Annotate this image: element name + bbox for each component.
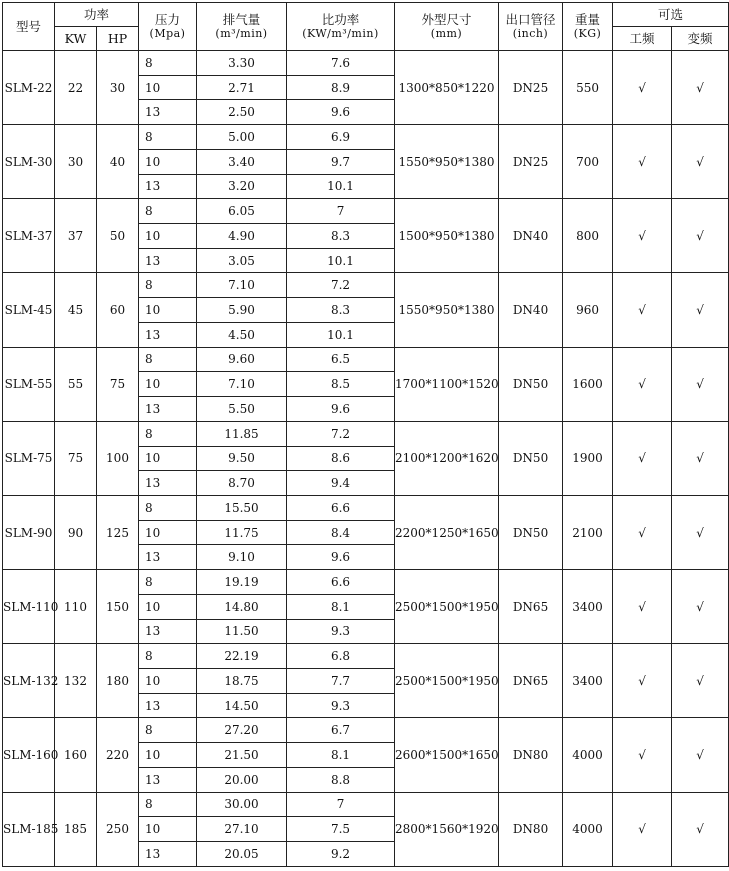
pressure-cell: 13 [139,471,197,496]
power-hp-cell: 125 [97,495,139,569]
specific-power-cell: 10.1 [287,174,395,199]
pressure-cell: 10 [139,372,197,397]
outlet-cell: DN40 [499,199,563,273]
power-kw-cell: 22 [55,51,97,125]
model-cell: SLM-90 [3,495,55,569]
power-hp-cell: 180 [97,644,139,718]
table-row [3,644,729,669]
specific-power-cell: 7.2 [287,421,395,446]
specific-power-cell: 8.1 [287,743,395,768]
displacement-cell: 11.75 [197,520,287,545]
dimensions-cell: 2500*1500*1950 [395,570,499,644]
power-hp-cell: 50 [97,199,139,273]
pressure-cell: 10 [139,520,197,545]
header-power: 功率 [55,3,139,27]
pressure-cell: 10 [139,149,197,174]
power-hp-cell: 250 [97,792,139,866]
displacement-cell: 6.05 [197,199,287,224]
fixed-frequency-check-icon: √ [613,495,672,569]
header-outlet [499,3,563,51]
specific-power-cell: 9.6 [287,545,395,570]
variable-frequency-check-icon: √ [672,125,729,199]
pressure-cell: 10 [139,224,197,249]
weight-cell: 2100 [563,495,613,569]
variable-frequency-check-icon: √ [672,792,729,866]
displacement-cell: 5.50 [197,397,287,422]
header-outlet-label: 出口管径 [505,11,556,27]
dimensions-cell: 2100*1200*1620 [395,421,499,495]
fixed-frequency-check-icon: √ [613,51,672,125]
displacement-cell: 2.50 [197,100,287,125]
dimensions-cell: 2800*1560*1920 [395,792,499,866]
model-cell: SLM-132 [3,644,55,718]
displacement-cell: 3.30 [197,51,287,76]
specific-power-cell: 9.6 [287,397,395,422]
fixed-frequency-check-icon: √ [613,199,672,273]
pressure-cell: 8 [139,421,197,446]
table-row [3,495,729,520]
fixed-frequency-check-icon: √ [613,421,672,495]
displacement-cell: 22.19 [197,644,287,669]
model-cell: SLM-75 [3,421,55,495]
displacement-cell: 20.05 [197,842,287,867]
fixed-frequency-check-icon: √ [613,718,672,792]
pressure-cell: 8 [139,792,197,817]
power-kw-cell: 185 [55,792,97,866]
fixed-frequency-check-icon: √ [613,273,672,347]
header-pressure-label: 压力 [155,11,181,27]
displacement-cell: 14.50 [197,693,287,718]
specific-power-cell: 7.5 [287,817,395,842]
specific-power-cell: 9.3 [287,693,395,718]
model-cell: SLM-185 [3,792,55,866]
displacement-cell: 3.40 [197,149,287,174]
weight-cell: 1600 [563,347,613,421]
pressure-cell: 10 [139,75,197,100]
pressure-cell: 8 [139,495,197,520]
outlet-cell: DN40 [499,273,563,347]
outlet-cell: DN50 [499,347,563,421]
displacement-cell: 14.80 [197,594,287,619]
pressure-cell: 8 [139,644,197,669]
header-power-kw: KW [55,27,97,51]
displacement-cell: 5.90 [197,298,287,323]
specific-power-cell: 9.3 [287,619,395,644]
power-kw-cell: 90 [55,495,97,569]
header-optional: 可选 [613,3,729,27]
header-specific-power-unit: (KW/m³/min) [302,26,379,40]
variable-frequency-check-icon: √ [672,347,729,421]
model-cell: SLM-110 [3,570,55,644]
displacement-cell: 21.50 [197,743,287,768]
pressure-cell: 8 [139,347,197,372]
displacement-cell: 11.50 [197,619,287,644]
outlet-cell: DN50 [499,421,563,495]
pressure-cell: 13 [139,322,197,347]
model-cell: SLM-160 [3,718,55,792]
weight-cell: 4000 [563,792,613,866]
header-pressure-unit: (Mpa) [149,26,186,40]
variable-frequency-check-icon: √ [672,495,729,569]
table-row [3,792,729,817]
specific-power-cell: 8.6 [287,446,395,471]
specific-power-cell: 7 [287,792,395,817]
specific-power-cell: 6.8 [287,644,395,669]
displacement-cell: 4.50 [197,322,287,347]
model-cell: SLM-30 [3,125,55,199]
header-weight [563,3,613,51]
specific-power-cell: 9.2 [287,842,395,867]
outlet-cell: DN50 [499,495,563,569]
pressure-cell: 10 [139,298,197,323]
dimensions-cell: 1550*950*1380 [395,125,499,199]
header-dimensions [395,3,499,51]
pressure-cell: 8 [139,125,197,150]
pressure-cell: 13 [139,842,197,867]
specific-power-cell: 8.4 [287,520,395,545]
specific-power-cell: 8.1 [287,594,395,619]
pressure-cell: 13 [139,100,197,125]
power-hp-cell: 100 [97,421,139,495]
specific-power-cell: 6.7 [287,718,395,743]
displacement-cell: 11.85 [197,421,287,446]
specific-power-cell: 9.4 [287,471,395,496]
power-hp-cell: 75 [97,347,139,421]
header-dimensions-unit: (mm) [430,26,463,40]
fixed-frequency-check-icon: √ [613,125,672,199]
specific-power-cell: 8.5 [287,372,395,397]
displacement-cell: 7.10 [197,372,287,397]
outlet-cell: DN80 [499,718,563,792]
dimensions-cell: 1550*950*1380 [395,273,499,347]
header-pressure [139,3,197,51]
power-kw-cell: 132 [55,644,97,718]
header-displacement-label: 排气量 [222,11,261,27]
pressure-cell: 13 [139,693,197,718]
pressure-cell: 8 [139,273,197,298]
variable-frequency-check-icon: √ [672,718,729,792]
specific-power-cell: 8.3 [287,224,395,249]
weight-cell: 550 [563,51,613,125]
table-row [3,421,729,446]
pressure-cell: 13 [139,545,197,570]
outlet-cell: DN25 [499,125,563,199]
specific-power-cell: 7.7 [287,668,395,693]
outlet-cell: DN65 [499,644,563,718]
weight-cell: 4000 [563,718,613,792]
spec-table [2,2,729,867]
power-kw-cell: 30 [55,125,97,199]
power-kw-cell: 55 [55,347,97,421]
specific-power-cell: 6.6 [287,570,395,595]
dimensions-cell: 1500*950*1380 [395,199,499,273]
outlet-cell: DN25 [499,51,563,125]
pressure-cell: 13 [139,619,197,644]
pressure-cell: 8 [139,570,197,595]
specific-power-cell: 6.9 [287,125,395,150]
table-row [3,570,729,595]
fixed-frequency-check-icon: √ [613,644,672,718]
power-hp-cell: 60 [97,273,139,347]
header-weight-unit: (KG) [573,26,602,40]
variable-frequency-check-icon: √ [672,644,729,718]
header-model: 型号 [3,3,55,51]
weight-cell: 3400 [563,644,613,718]
dimensions-cell: 1700*1100*1520 [395,347,499,421]
specific-power-cell: 8.9 [287,75,395,100]
pressure-cell: 8 [139,51,197,76]
displacement-cell: 20.00 [197,767,287,792]
specific-power-cell: 7.2 [287,273,395,298]
pressure-cell: 10 [139,817,197,842]
specific-power-cell: 9.7 [287,149,395,174]
pressure-cell: 13 [139,248,197,273]
table-header [3,3,729,51]
table-row [3,125,729,150]
displacement-cell: 19.19 [197,570,287,595]
specific-power-cell: 8.8 [287,767,395,792]
header-specific-power [287,3,395,51]
weight-cell: 960 [563,273,613,347]
variable-frequency-check-icon: √ [672,570,729,644]
displacement-cell: 27.20 [197,718,287,743]
specific-power-cell: 9.6 [287,100,395,125]
header-optional-fixed: 工频 [613,27,672,51]
header-weight-label: 重量 [575,11,601,27]
table-row [3,273,729,298]
displacement-cell: 5.00 [197,125,287,150]
pressure-cell: 8 [139,718,197,743]
table-row [3,718,729,743]
displacement-cell: 15.50 [197,495,287,520]
pressure-cell: 13 [139,767,197,792]
fixed-frequency-check-icon: √ [613,570,672,644]
header-displacement [197,3,287,51]
variable-frequency-check-icon: √ [672,273,729,347]
model-cell: SLM-55 [3,347,55,421]
header-displacement-unit: (m³/min) [215,26,268,40]
model-cell: SLM-22 [3,51,55,125]
outlet-cell: DN80 [499,792,563,866]
power-kw-cell: 45 [55,273,97,347]
specific-power-cell: 10.1 [287,248,395,273]
power-kw-cell: 75 [55,421,97,495]
header-specific-power-label: 比功率 [321,11,360,27]
table-row [3,347,729,372]
displacement-cell: 30.00 [197,792,287,817]
header-power-hp: HP [97,27,139,51]
table-row [3,51,729,76]
displacement-cell: 3.05 [197,248,287,273]
table-body [3,51,729,867]
power-kw-cell: 160 [55,718,97,792]
model-cell: SLM-45 [3,273,55,347]
power-hp-cell: 40 [97,125,139,199]
displacement-cell: 8.70 [197,471,287,496]
weight-cell: 800 [563,199,613,273]
specific-power-cell: 7 [287,199,395,224]
displacement-cell: 9.10 [197,545,287,570]
dimensions-cell: 2500*1500*1950 [395,644,499,718]
power-hp-cell: 150 [97,570,139,644]
fixed-frequency-check-icon: √ [613,792,672,866]
displacement-cell: 9.50 [197,446,287,471]
power-kw-cell: 110 [55,570,97,644]
specific-power-cell: 7.6 [287,51,395,76]
dimensions-cell: 1300*850*1220 [395,51,499,125]
pressure-cell: 8 [139,199,197,224]
power-hp-cell: 220 [97,718,139,792]
displacement-cell: 27.10 [197,817,287,842]
weight-cell: 3400 [563,570,613,644]
specific-power-cell: 8.3 [287,298,395,323]
variable-frequency-check-icon: √ [672,51,729,125]
model-cell: SLM-37 [3,199,55,273]
dimensions-cell: 2600*1500*1650 [395,718,499,792]
displacement-cell: 3.20 [197,174,287,199]
outlet-cell: DN65 [499,570,563,644]
pressure-cell: 13 [139,397,197,422]
table-row [3,199,729,224]
specific-power-cell: 6.5 [287,347,395,372]
pressure-cell: 10 [139,446,197,471]
power-kw-cell: 37 [55,199,97,273]
header-dimensions-label: 外型尺寸 [421,11,472,27]
dimensions-cell: 2200*1250*1650 [395,495,499,569]
weight-cell: 1900 [563,421,613,495]
displacement-cell: 9.60 [197,347,287,372]
specific-power-cell: 10.1 [287,322,395,347]
fixed-frequency-check-icon: √ [613,347,672,421]
pressure-cell: 10 [139,668,197,693]
variable-frequency-check-icon: √ [672,199,729,273]
header-outlet-unit: (inch) [512,26,549,40]
pressure-cell: 10 [139,743,197,768]
displacement-cell: 7.10 [197,273,287,298]
power-hp-cell: 30 [97,51,139,125]
pressure-cell: 10 [139,594,197,619]
pressure-cell: 13 [139,174,197,199]
header-optional-variable: 变频 [672,27,729,51]
displacement-cell: 18.75 [197,668,287,693]
displacement-cell: 2.71 [197,75,287,100]
variable-frequency-check-icon: √ [672,421,729,495]
weight-cell: 700 [563,125,613,199]
displacement-cell: 4.90 [197,224,287,249]
specific-power-cell: 6.6 [287,495,395,520]
